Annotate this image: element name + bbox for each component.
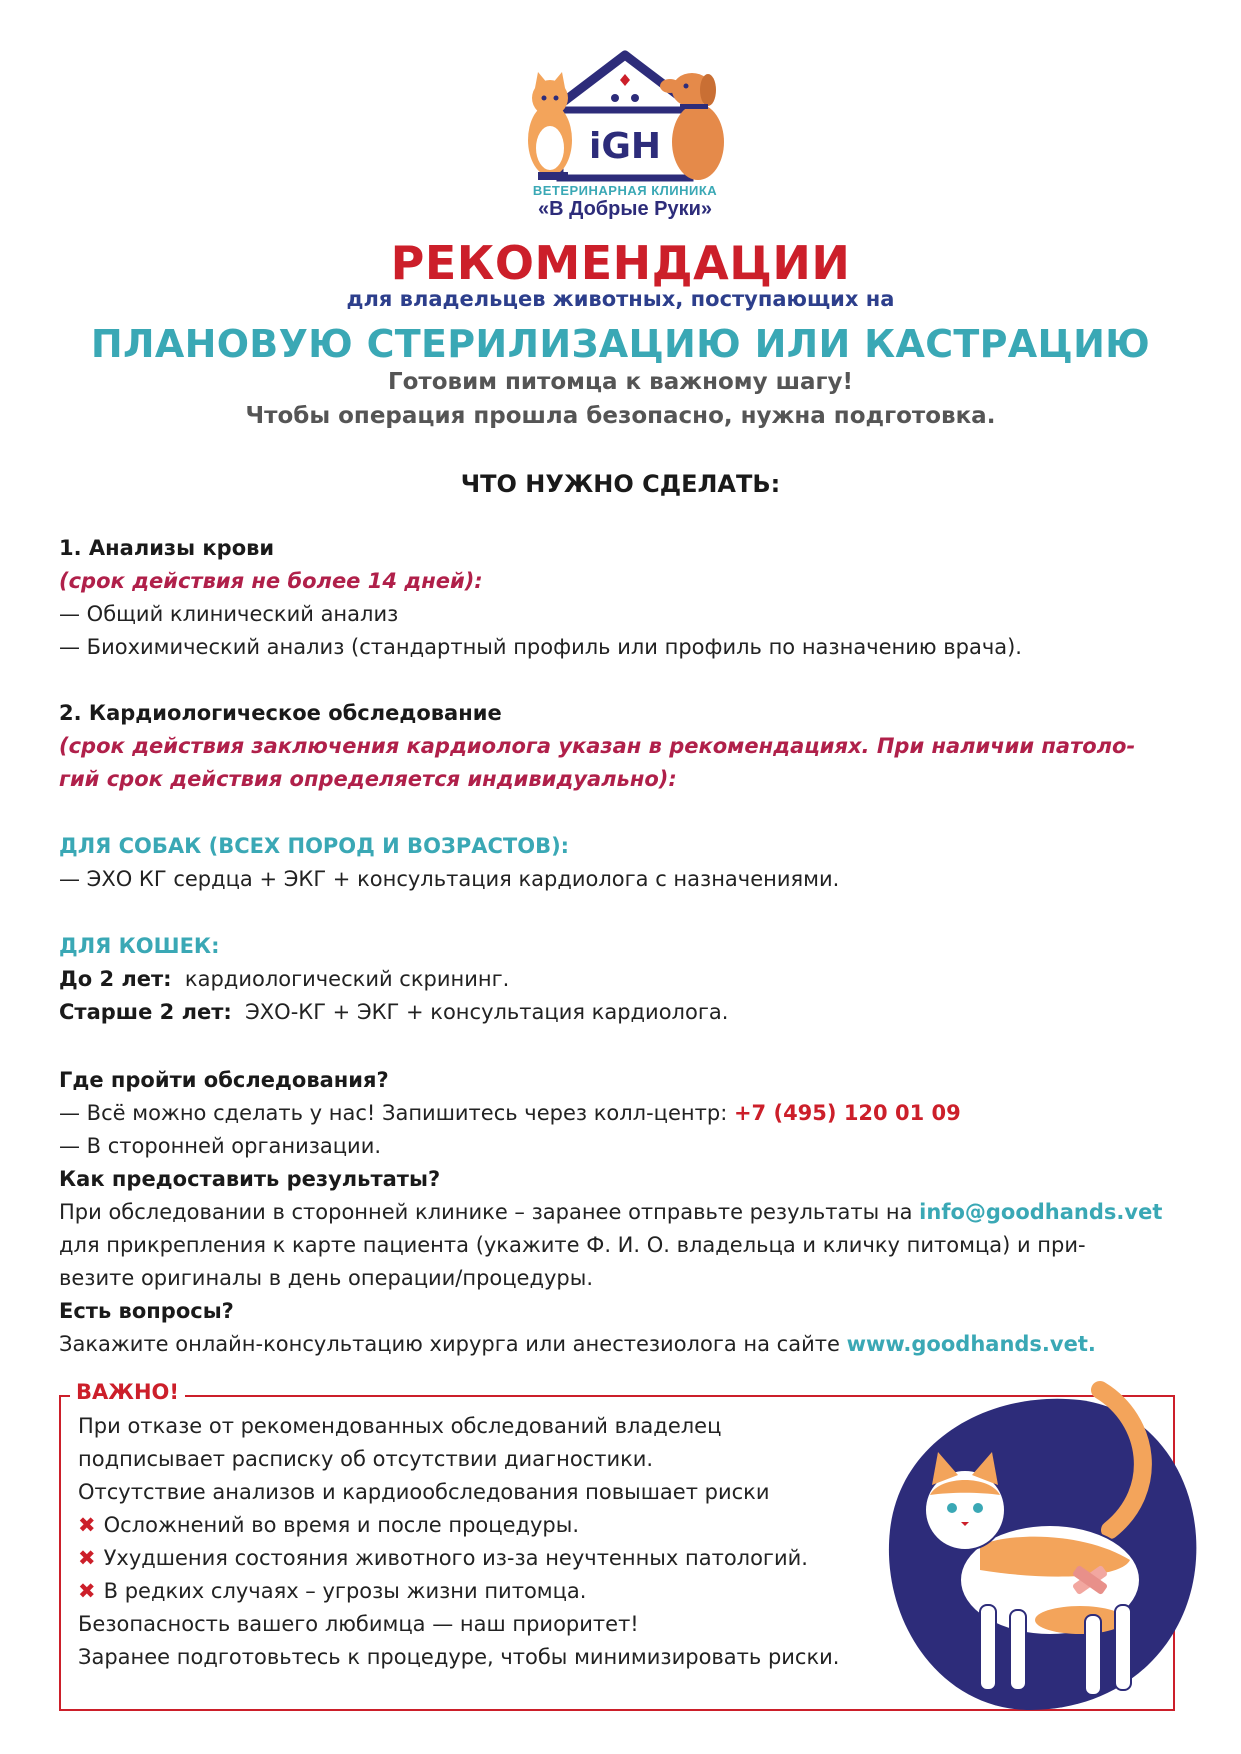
- website-link[interactable]: www.goodhands.vet.: [846, 1332, 1096, 1356]
- questions-line-text: Закажите онлайн-консультацию хирурга или анестезиолога на сайте: [59, 1332, 847, 1356]
- results-line-1: [59, 1200, 1162, 1224]
- intro-line-1: Готовим питомца к важному шагу!: [387, 369, 854, 395]
- important-label: ВАЖНО!: [70, 1380, 185, 1404]
- page-headline: ПЛАНОВУЮ СТЕРИЛИЗАЦИЮ ИЛИ КАСТРАЦИЮ: [90, 322, 1151, 366]
- logo-clinic-name: «В Добрые Руки»: [537, 198, 713, 220]
- clinic-logo-icon: [520, 50, 730, 185]
- blood-validity: (срок действия не более 14 дней):: [59, 569, 483, 593]
- cats-young-row: [59, 967, 509, 991]
- closing-line-1: Безопасность вашего любимца — наш приоритет!: [78, 1612, 639, 1636]
- results-heading: Как предоставить результаты?: [59, 1167, 441, 1191]
- important-line-2: подписывает расписку об отсутствии диагностики.: [78, 1447, 654, 1471]
- cats-old-text: ЭХО-КГ + ЭКГ + консультация кардиолога.: [245, 1000, 729, 1024]
- questions-line: [59, 1332, 1096, 1356]
- risk-item: [78, 1546, 808, 1570]
- dogs-item: — ЭХО КГ сердца + ЭКГ + консультация кардиолога с назначениями.: [59, 867, 840, 891]
- intro-line-2: Чтобы операция прошла безопасно, нужна подготовка.: [245, 403, 996, 429]
- risk-text: В редких случаях – угрозы жизни питомца.: [103, 1579, 587, 1603]
- clinic-logo: [520, 50, 730, 225]
- cardio-heading: 2. Кардиологическое обследование: [59, 701, 502, 725]
- page-title: РЕКОМЕНДАЦИИ: [390, 236, 851, 290]
- questions-heading: Есть вопросы?: [59, 1299, 234, 1323]
- logo-subtitle: ВЕТЕРИНАРНАЯ КЛИНИКА: [532, 183, 718, 198]
- risk-text: Осложнений во время и после процедуры.: [103, 1513, 580, 1537]
- risk-item: [78, 1579, 586, 1603]
- cats-heading: ДЛЯ КОШЕК:: [59, 934, 220, 958]
- blood-heading: 1. Анализы крови: [59, 536, 275, 560]
- dogs-heading: ДЛЯ СОБАК (ВСЕХ ПОРОД И ВОЗРАСТОВ):: [59, 834, 570, 858]
- blood-item-1: — Общий клинический анализ: [59, 602, 399, 626]
- cross-mark-icon: ✖: [78, 1513, 96, 1537]
- where-item-2: — В сторонней организации.: [59, 1134, 382, 1158]
- email-link[interactable]: info@goodhands.vet: [919, 1200, 1163, 1224]
- cats-young-text: кардиологический скрининг.: [184, 967, 510, 991]
- phone-link[interactable]: +7 (495) 120 01 09: [733, 1101, 961, 1125]
- results-line-1-text: При обследовании в сторонней клинике – заранее отправьте результаты на: [59, 1200, 920, 1224]
- risk-item: [78, 1513, 579, 1537]
- cat-illustration-icon: [860, 1380, 1205, 1715]
- cats-old-row: [59, 1000, 728, 1024]
- important-line-3: Отсутствие анализов и кардиообследования повышает риски: [78, 1480, 770, 1504]
- todo-heading: ЧТО НУЖНО СДЕЛАТЬ:: [460, 470, 781, 498]
- cardio-validity-2: гий срок действия определяется индивидуально):: [59, 767, 677, 791]
- cats-old-label: Старше 2 лет:: [59, 1000, 232, 1024]
- risk-text: Ухудшения состояния животного из-за неучтенных патологий.: [103, 1546, 808, 1570]
- cross-mark-icon: ✖: [78, 1579, 96, 1603]
- where-item-1: [59, 1101, 961, 1125]
- cross-mark-icon: ✖: [78, 1546, 96, 1570]
- results-line-2: для прикрепления к карте пациента (укажите Ф. И. О. владельца и кличку питомца) и при-: [59, 1233, 1086, 1257]
- where-item-1-text: — Всё можно сделать у нас! Запишитесь через колл-центр:: [59, 1101, 734, 1125]
- where-heading: Где пройти обследования?: [59, 1068, 389, 1092]
- closing-line-2: Заранее подготовьтесь к процедуре, чтобы минимизировать риски.: [78, 1645, 840, 1669]
- svg-text:iGH: iGH: [588, 126, 662, 167]
- cardio-validity-1: (срок действия заключения кардиолога указан в рекомендациях. При наличии патоло-: [59, 734, 1136, 758]
- page-subtitle: для владельцев животных, поступающих на: [346, 287, 895, 311]
- cats-young-label: До 2 лет:: [59, 967, 172, 991]
- blood-item-2: — Биохимический анализ (стандартный профиль или профиль по назначению врача).: [59, 635, 1022, 659]
- important-line-1: При отказе от рекомендованных обследований владелец: [78, 1414, 722, 1438]
- results-line-3: везите оригиналы в день операции/процедуры.: [59, 1266, 594, 1290]
